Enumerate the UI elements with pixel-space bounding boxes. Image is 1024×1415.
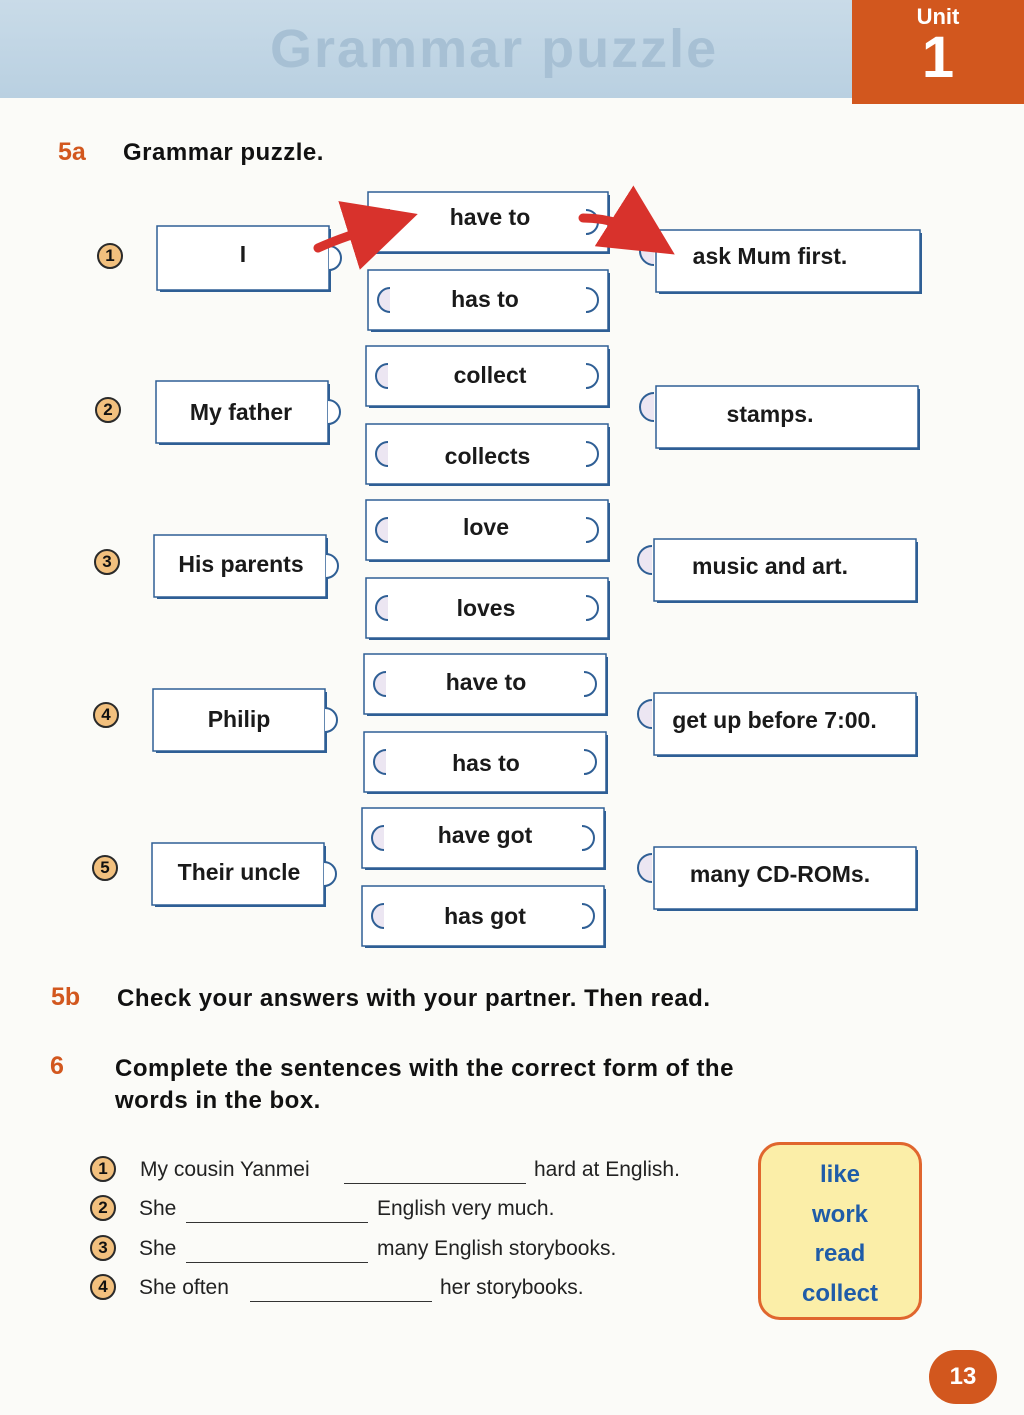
sentence-4-blank[interactable]: [250, 1301, 432, 1302]
row-3-subject-tab: [326, 554, 338, 578]
row-5-subject: Their uncle: [177, 859, 301, 885]
sentence-3-number: 3: [90, 1235, 116, 1261]
row-4-ending: get up before 7:00.: [672, 707, 877, 733]
word-box-item: work: [811, 1201, 868, 1228]
unit-number: 1: [921, 25, 955, 90]
row-5-ending-socket: [638, 854, 652, 882]
section-5b-number: 5b: [51, 983, 81, 1011]
sentence-4-after: her storybooks.: [440, 1276, 584, 1299]
section-6-number: 6: [50, 1052, 64, 1080]
section-6-title-line-2: words in the box.: [115, 1087, 321, 1114]
word-box-item: like: [819, 1161, 861, 1188]
row-4-option-a[interactable]: have to: [445, 669, 527, 695]
row-3-ending: music and art.: [692, 553, 848, 579]
row-5-ending: many CD-ROMs.: [689, 861, 871, 887]
row-4-subject: Philip: [207, 706, 271, 732]
row-5-subject-tab: [324, 862, 336, 886]
row-3-subject: His parents: [178, 551, 304, 577]
row-2-ending: stamps.: [726, 401, 814, 427]
unit-label: Unit: [916, 4, 960, 29]
row-5-option-a[interactable]: have got: [437, 822, 533, 848]
row-2-option-a[interactable]: collect: [453, 362, 527, 388]
row-1-option-b[interactable]: has to: [451, 286, 519, 312]
sentence-3-blank[interactable]: [186, 1262, 368, 1263]
sentence-2-before: She: [139, 1197, 177, 1220]
sentence-3-after: many English storybooks.: [377, 1237, 617, 1260]
section-6-title-line-1: Complete the sentences with the correct form of the: [115, 1055, 734, 1082]
sentence-2-after: English very much.: [377, 1197, 555, 1220]
row-4-option-b[interactable]: has to: [452, 750, 520, 776]
sentence-2-number: 2: [90, 1195, 116, 1221]
row-4-subject-tab: [325, 708, 337, 732]
word-box: [758, 1142, 922, 1320]
section-5a-title: Grammar puzzle.: [123, 139, 324, 166]
row-3-number: 3: [94, 549, 120, 575]
row-2-number: 2: [95, 397, 121, 423]
section-5a-number: 5a: [58, 138, 86, 166]
page-number: 13: [929, 1350, 997, 1404]
sentence-4-number: 4: [90, 1274, 116, 1300]
sentence-1-blank[interactable]: [344, 1183, 526, 1184]
section-5b-title: Check your answers with your partner. Then read.: [117, 985, 711, 1012]
word-box-item: read: [814, 1240, 866, 1267]
sentence-1-before: My cousin Yanmei: [140, 1158, 310, 1181]
row-1-option-a[interactable]: have to: [449, 204, 531, 230]
banner-title: Grammar puzzle: [270, 19, 719, 79]
row-1-ending: ask Mum first.: [692, 243, 848, 269]
row-5-number: 5: [92, 855, 118, 881]
row-2-ending-socket: [640, 393, 654, 421]
sentence-1-number: 1: [90, 1156, 116, 1182]
row-1-number: 1: [97, 243, 123, 269]
row-3-ending-socket: [638, 546, 652, 574]
sentence-4-before: She often: [139, 1276, 229, 1299]
row-5-option-b[interactable]: has got: [444, 903, 526, 929]
row-4-ending-socket: [638, 700, 652, 728]
row-2-subject: My father: [189, 399, 293, 425]
row-3-option-b[interactable]: loves: [456, 595, 516, 621]
row-4-number: 4: [93, 702, 119, 728]
row-2-option-b[interactable]: collects: [444, 443, 531, 469]
sentence-2-blank[interactable]: [186, 1222, 368, 1223]
row-1-subject-tab: [329, 246, 341, 270]
sentence-1-after: hard at English.: [534, 1158, 680, 1181]
row-2-subject-tab: [328, 400, 340, 424]
word-box-item: collect: [801, 1280, 879, 1307]
row-3-option-a[interactable]: love: [462, 514, 510, 540]
sentence-3-before: She: [139, 1237, 177, 1260]
row-1-subject: I: [239, 241, 247, 267]
